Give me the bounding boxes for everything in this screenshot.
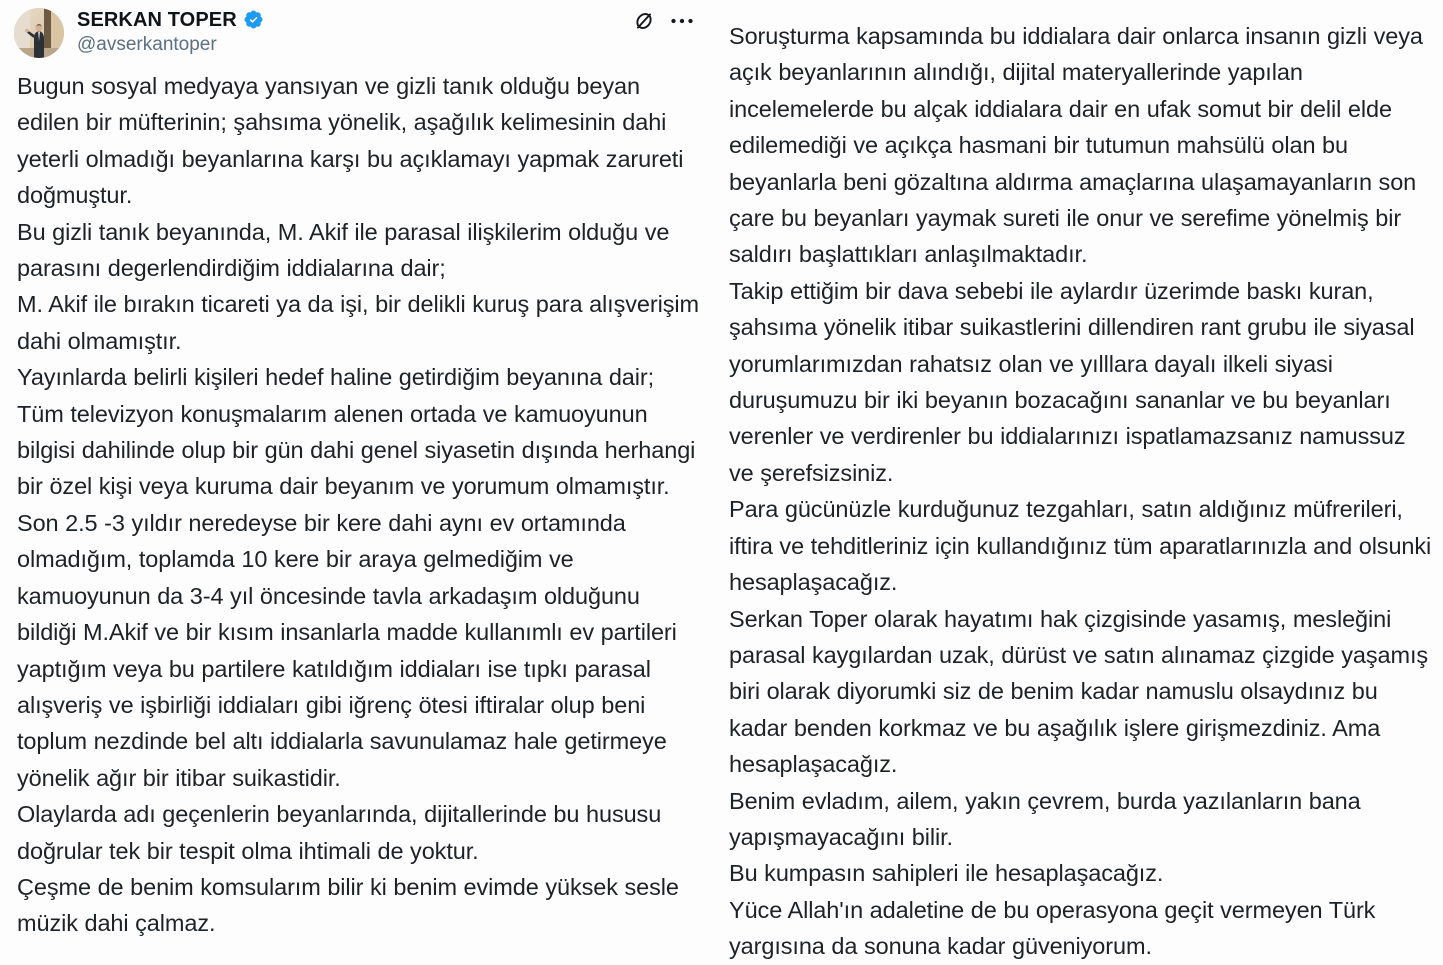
paragraph: Takip ettiğim bir dava sebebi ile aylardır üzerimde baskı kuran, şahsıma yönelik itibar suikastlerini dillendiren rant grubu ile siyasal yorumlarımızdan rahatsız olan ve yılllara dayalı ilkeli siyasi duruşumuzu bir iki beyanın bozacağını sananlar ve bu beyanları verenler ve verdirenler bu iddialarınızı ispatlamazsanız namussuz ve şerefsizsiniz.: [729, 277, 1415, 486]
paragraph: Para gücünüzle kurduğunuz tezgahları, satın aldığınız müfrerileri, iftira ve tehditleriniz için kullandığınız tüm aparatlarınızla and olsunki hesaplaşacağız.: [729, 496, 1432, 596]
verified-badge-icon: [243, 9, 264, 30]
paragraph: Son 2.5 -3 yıldır neredeyse bir kere dahi aynı ev ortamında olmadığım, toplamda 10 kere bir araya gelmediğim ve kamuoyunun da 3-4 yıl öncesinde tavla arkadaşım olduğunu bildiği M.Akif ve bir kısım insanlarla madde kullanımlı ev partileri yaptığım veya bu partilere katıldığım iddiaları ise tıpkı parasal alışveriş ve işbirliği iddiaları gibi iğrenç ötesi iftiralar olup beni toplum nezdinde bel altı iddialarla savunulamaz hale getirmeye yönelik ağır bir itibar suikastidir.: [17, 509, 677, 791]
paragraph: Bu kumpasın sahipleri ile hesaplaşacağız.: [729, 860, 1164, 887]
post-header: [0, 0, 712, 62]
author-identity: [77, 8, 264, 56]
paragraph: Çeşme de benim komsularım bilir ki benim evimde yüksek sesle müzik dahi çalmaz.: [17, 873, 679, 937]
paragraph: Bu gizli tanık beyanında, M. Akif ile parasal ilişkilerim olduğu ve parasını degerlendirdiğim iddialarına dair;: [17, 218, 670, 282]
author-handle[interactable]: @avserkantoper: [77, 34, 217, 55]
avatar-photo: [14, 8, 64, 58]
right-column: [712, 0, 1443, 960]
author-display-name: SERKAN TOPER: [77, 8, 237, 31]
author-name-row: [77, 9, 264, 30]
paragraph: Yayınlarda belirli kişileri hedef haline getirdiğim beyanına dair;: [17, 364, 655, 391]
left-column: [0, 0, 712, 937]
paragraph: Serkan Toper olarak hayatımı hak çizgisinde yasamış, mesleğini parasal kaygılardan uzak, dürüst ve satın alınamaz çizgide yaşamış biri olarak diyorumki siz de benim kadar namuslu olsaydınız bu kadar benden korkmaz ve bu aşağılık işlere girişmezdiniz. Ama hesaplaşacağız.: [729, 605, 1429, 778]
paragraph: M. Akif ile bırakın ticareti ya da işi, bir delikli kuruş para alışverişim dahi olmamıştır.: [17, 291, 699, 354]
paragraph: Benim evladım, ailem, yakın çevrem, burda yazılanların bana yapışmayacağını bilir.: [729, 787, 1361, 850]
header-actions: [633, 10, 695, 32]
post-text-left: [0, 62, 712, 942]
paragraph: Yüce Allah'ın adaletine de bu operasyona geçit vermeyen Türk yargısına da sonuna kadar güveniyorum.: [729, 896, 1376, 960]
more-options-icon[interactable]: [669, 10, 695, 32]
paragraph: Olaylarda adı geçenlerin beyanlarında, dijitallerinde bu hususu doğrular tek bir tespit olma ihtimali de yoktur.: [17, 801, 662, 864]
avatar[interactable]: [14, 8, 64, 58]
grok-icon[interactable]: [633, 10, 655, 32]
paragraph: Bugun sosyal medyaya yansıyan ve gizli tanık olduğu beyan edilen bir müfterinin; şahsıma yönelik, aşağılık kelimesinin dahi yeterli olmadığı beyanlarına karşı bu açıklamayı yapmak zarureti doğmuştur.: [17, 73, 684, 209]
paragraph: Tüm televizyon konuşmalarım alenen ortada ve kamuoyunun bilgisi dahilinde olup bir gün dahi genel siyasetin dışında herhangi bir özel kişi veya kuruma dair beyanım ve yorumum olmamıştır.: [17, 400, 696, 500]
paragraph: Soruşturma kapsamında bu iddialara dair onlarca insanın gizli veya açık beyanlarının alındığı, dijital materyallerinde yapılan incelemelerde bu alçak iddialara dair en ufak somut bir delil elde edilemediği ve açıkça hasmani bir tutumun mahsülü olan bu beyanlarla beni gözaltına aldırma amaçlarına ulaşamayanların son çare bu beyanları yaymak sureti ile onur ve serefime yönelmiş bir saldırı başlattıkları anlaşılmaktadır.: [729, 23, 1423, 268]
